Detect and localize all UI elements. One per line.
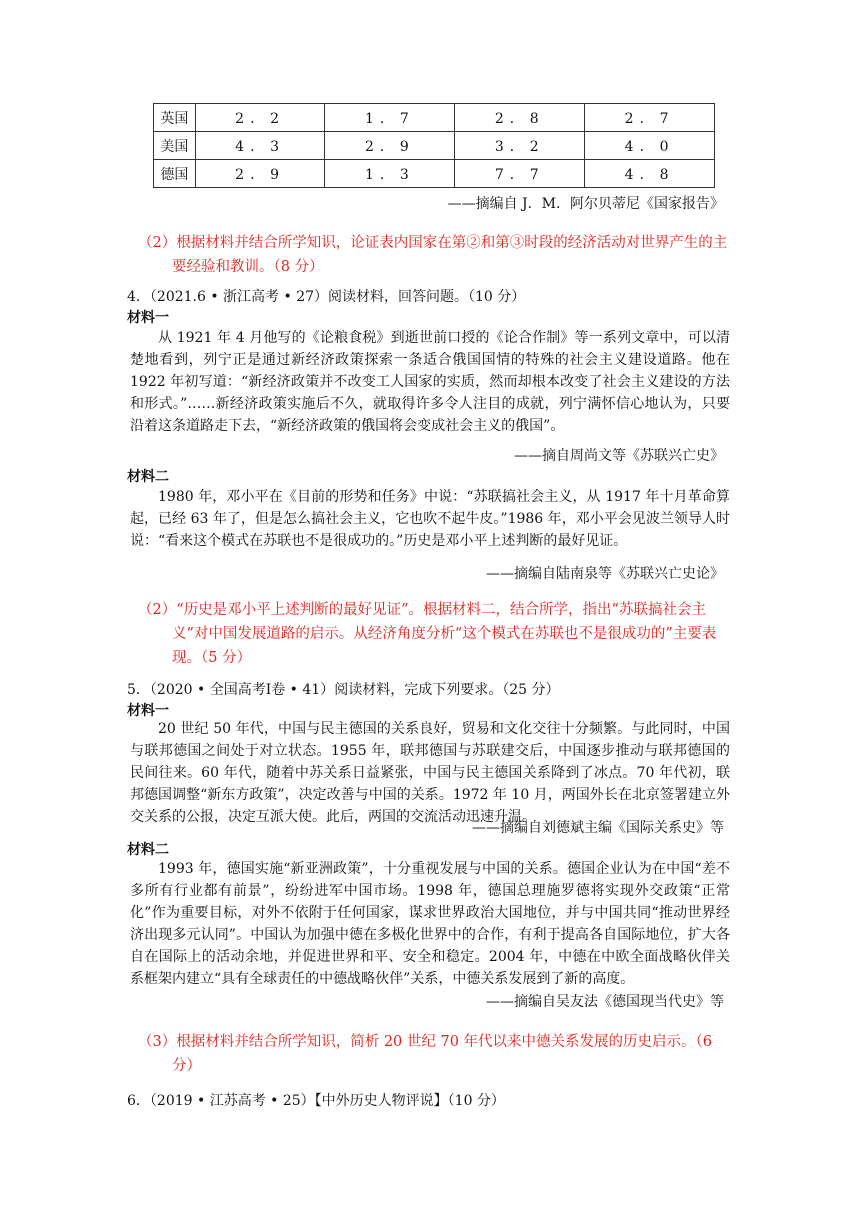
value-cell: 4．0	[585, 132, 715, 160]
value-cell: 2．9	[325, 132, 455, 160]
q5-material-2-text: 1993 年，德国实施“新亚洲政策”，十分重视发展与中国的关系。德国企业认为在中国“差不多所有行业都有前景”，纷纷进军中国市场。1998 年，德国总理施罗德将实现外交政策“正常化”作为重要目标，对外不依附于任何国家，谋求世界政治大国地位，并与中国共同“推动世界经济出现多元认同”。中国认为加强中德在多极化世界中的合作，有利于提高各自国际地位，扩大各自在国际上的活动余地，并促进世界和平、安全和稳定。2004 年，中德在中欧全面战略伙伴关系框架内建立“具有全球责任的中德战略伙伴”关系，中德关系发展到了新的高度。	[130, 861, 730, 987]
economic-data-table	[153, 103, 715, 188]
q4-material-2-source: ——摘编自陆南泉等《苏联兴亡史论》	[486, 566, 724, 582]
q4-material-2-text: 1980 年，邓小平在《目前的形势和任务》中说：“苏联搞社会主义，从 1917 年十月革命算起，已经 63 年了，但是怎么搞社会主义，它也吹不起牛皮。”1986 年，邓小平会见波兰领导人时说：“看来这个模式在苏联也不是很成功的。”历史是邓小平上述判断的最好见证。	[130, 489, 730, 549]
table-row	[154, 104, 715, 132]
country-cell: 美国	[154, 132, 196, 160]
question-4-2: （2）“历史是邓小平上述判断的最好见证”。根据材料二，结合所学，指出“苏联搞社会主义”对中国发展道路的启示。从经济角度分析“这个模式在苏联也不是很成功的”主要表现。（5 分）	[138, 602, 717, 666]
value-cell: 2．2	[195, 104, 325, 132]
table-row	[154, 160, 715, 188]
value-cell: 3．2	[455, 132, 585, 160]
question-3-2: （2）根据材料并结合所学知识，论证表内国家在第②和第③时段的经济活动对世界产生的主要经验和教训。（8 分）	[138, 235, 728, 275]
value-cell: 2．9	[195, 160, 325, 188]
value-cell: 2．8	[455, 104, 585, 132]
question-5-header: 5．（2020 • 全国高考Ⅰ卷 • 41）阅读材料，完成下列要求。（25 分）	[127, 682, 560, 698]
question-4-header: 4．（2021.6 • 浙江高考 • 27）阅读材料，回答问题。（10 分）	[127, 289, 526, 305]
q5-material-1-source: ——摘编自刘德斌主编《国际关系史》等	[472, 820, 724, 836]
q5-material-2-label: 材料二	[127, 842, 169, 858]
value-cell: 4．3	[195, 132, 325, 160]
q4-material-1-text: 从 1921 年 4 月他写的《论粮食税》到逝世前口授的《论合作制》等一系列文章中，可以清楚地看到，列宁正是通过新经济政策探索一条适合俄国国情的特殊的社会主义建设道路。他在 1922 年初写道：“新经济政策并不改变工人国家的实质，然而却根本改变了社会主义建设的方法和形式。”……新经济政策实施后不久，就取得许多令人注目的成就，列宁满怀信心地认为，只要沿着这条道路走下去，“新经济政策的俄国将会变成社会主义的俄国”。	[130, 330, 730, 434]
table-source: ——摘编自 J．M．阿尔贝蒂尼《国家报告》	[447, 196, 724, 212]
table-row	[154, 132, 715, 160]
value-cell: 1．7	[325, 104, 455, 132]
q4-material-1-label: 材料一	[127, 310, 169, 326]
q4-material-1-source: ——摘自周尚文等《苏联兴亡史》	[514, 448, 724, 464]
value-cell: 1．3	[325, 160, 455, 188]
q5-material-1-text: 20 世纪 50 年代，中国与民主德国的关系良好，贸易和文化交往十分频繁。与此同时，中国与联邦德国之间处于对立状态。1955 年，联邦德国与苏联建交后，中国逐步推动与联邦德国的民间往来。60 年代，随着中苏关系日益紧张，中国与民主德国关系降到了冰点。70 年代初，联邦德国调整“新东方政策”，决定改善与中国的关系。1972 年 10 月，两国外长在北京签署建立外交关系的公报，决定互派大使。此后，两国的交流活动迅速升温。	[130, 721, 730, 825]
country-cell: 英国	[154, 104, 196, 132]
q5-material-1-label: 材料一	[127, 703, 169, 719]
value-cell: 7．7	[455, 160, 585, 188]
question-5-3: （3）根据材料并结合所学知识，简析 20 世纪 70 年代以来中德关系发展的历史启示。（6 分）	[138, 1034, 713, 1074]
q5-material-2-source: ——摘编自吴友法《德国现当代史》等	[486, 994, 724, 1010]
value-cell: 2．7	[585, 104, 715, 132]
q4-material-2-label: 材料二	[127, 469, 169, 485]
value-cell: 4．8	[585, 160, 715, 188]
country-cell: 德国	[154, 160, 196, 188]
question-6-header: 6．（2019 • 江苏高考 • 25）【中外历史人物评说】（10 分）	[127, 1093, 505, 1109]
